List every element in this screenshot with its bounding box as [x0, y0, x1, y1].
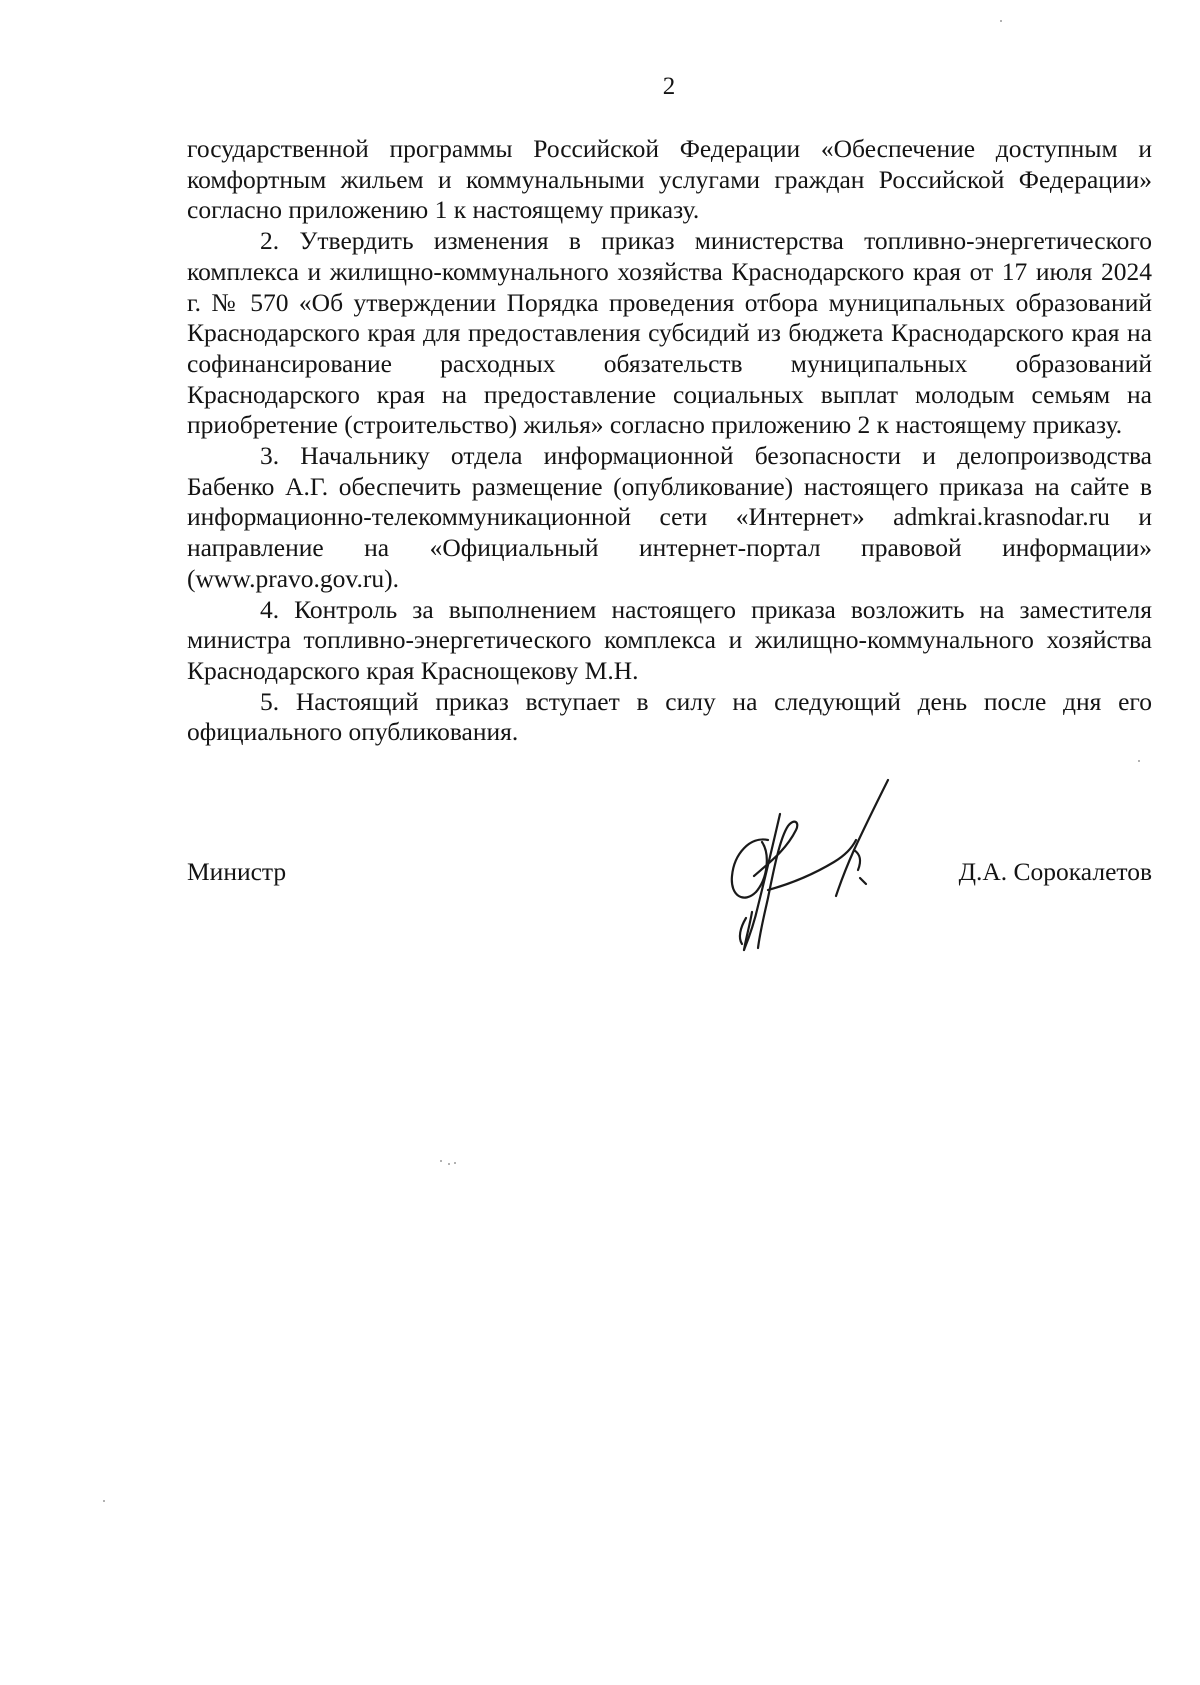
- scan-speck: [440, 1160, 442, 1162]
- scan-speck: [454, 1162, 456, 1164]
- paragraph-item-4: 4. Контроль за выполнением настоящего приказа возложить на заместителя министра топливно-энергетического комплекса и жилищно-коммунального хозяйства Краснодарского края Краснощекову М.Н.: [187, 594, 1152, 685]
- paragraph-item-5: 5. Настоящий приказ вступает в силу на следующий день после дня его официального опубликования.: [187, 686, 1152, 747]
- signature-block: [187, 857, 1152, 897]
- scan-speck: [1000, 20, 1002, 22]
- page-number: 2: [662, 73, 676, 100]
- handwritten-signature-icon: [710, 778, 920, 953]
- document-body: [187, 134, 1152, 748]
- paragraph-continuation: государственной программы Российской Федерации «Обеспечение доступным и комфортным жильем и коммунальными услугами граждан Российской Федерации» согласно приложению 1 к настоящему приказу.: [187, 134, 1152, 225]
- signer-position: Министр: [187, 857, 287, 886]
- scan-speck: [103, 1500, 105, 1502]
- paragraph-item-3: 3. Начальнику отдела информационной безопасности и делопроизводства Бабенко А.Г. обеспечить размещение (опубликование) настоящего приказа на сайте в информационно-телекоммуникационной сети «Интернет» admkrai.krasnodar.ru и направление на «Официальный интернет-портал правовой информации» (www.pravo.gov.ru).: [187, 441, 1152, 593]
- scan-speck: [448, 1163, 450, 1165]
- scan-speck: [1138, 760, 1140, 762]
- signer-name: Д.А. Сорокалетов: [958, 857, 1152, 886]
- paragraph-item-2: 2. Утвердить изменения в приказ министерства топливно-энергетического комплекса и жилищно-коммунального хозяйства Краснодарского края от 17 июля 2024 г. № 570 «Об утверждении Порядка проведения отбора муниципальных образований Краснодарского края для предоставления субсидий из бюджета Краснодарского края на софинансирование расходных обязательств муниципальных образований Краснодарского края на предоставление социальных выплат молодым семьям на приобретение (строительство) жилья» согласно приложению 2 к настоящему приказу.: [187, 226, 1152, 440]
